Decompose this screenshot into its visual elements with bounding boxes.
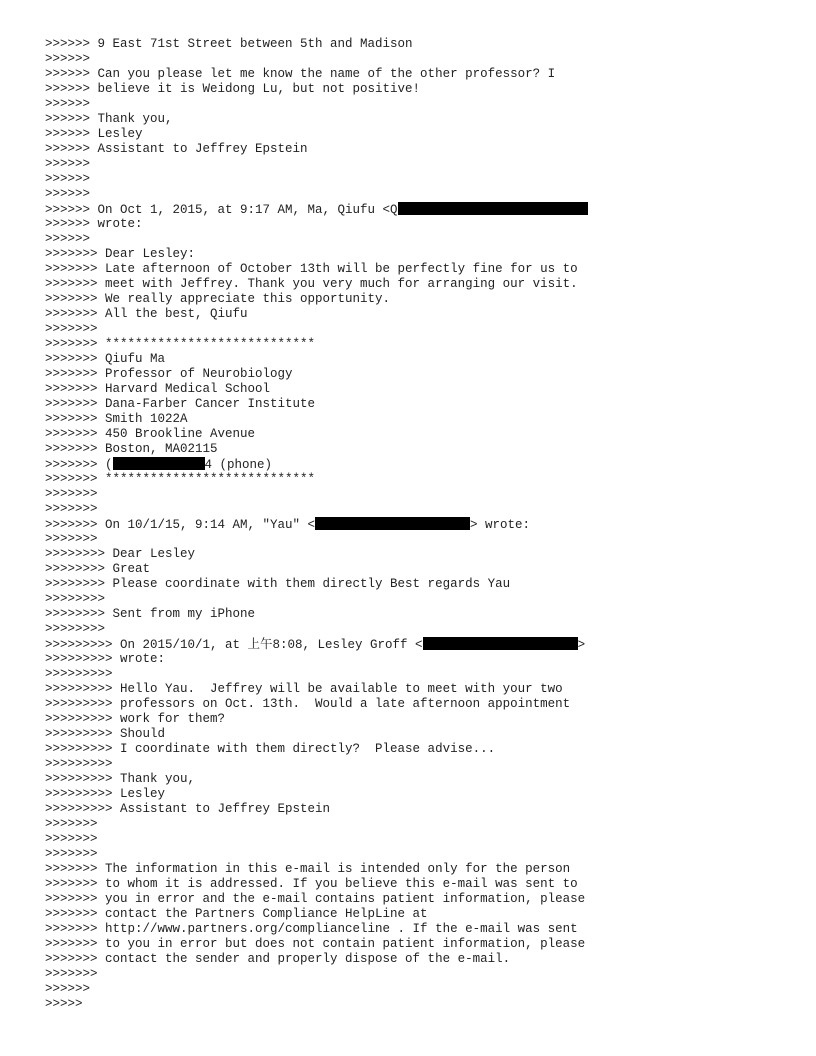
text-line: >>>>>>> Professor of Neurobiology [45, 367, 293, 381]
text-line: >>>>>>>> Sent from my iPhone [45, 607, 256, 621]
redaction-block [113, 457, 205, 470]
quoted-header-line [45, 202, 785, 217]
text-line: >>>>>>> [45, 532, 98, 546]
text-line: >>>>>>> 450 Brookline Avenue [45, 427, 256, 441]
text-line: >>>>>> [45, 172, 91, 186]
text-line: >>>>>>> [45, 487, 98, 501]
header-text: >>>>>> On Oct 1, 2015, at 9:17 AM, Ma, Qiufu <Q [45, 203, 398, 217]
text-line: >>>>>>>>> Assistant to Jeffrey Epstein [45, 802, 331, 816]
text-line: >>>>>> Thank you, [45, 112, 173, 126]
text-line: >>>>>>> [45, 322, 98, 336]
header-text: >>>>>>>>> On 2015/10/1, at 上午8:08, Lesley Groff < [45, 638, 423, 652]
text-line: >>>>>> 9 East 71st Street between 5th and Madison [45, 37, 413, 51]
text-line: >>>>>>> **************************** [45, 337, 316, 351]
redaction-block [423, 637, 578, 650]
text-line: >>>>>>> meet with Jeffrey. Thank you very much for arranging our visit. [45, 277, 578, 291]
text-line: >>>>>>> [45, 817, 98, 831]
text-line: >>>>>> Can you please let me know the name of the other professor? I [45, 67, 556, 81]
text-line: >>>>>>>>> Hello Yau. Jeffrey will be available to meet with your two [45, 682, 563, 696]
text-line: >>>>>>> contact the sender and properly dispose of the e-mail. [45, 952, 511, 966]
text-line: >>>>>>>>> [45, 757, 113, 771]
text-line: >>>>>> [45, 52, 91, 66]
email-thread [45, 37, 785, 1012]
text-line: >>>>>> [45, 97, 91, 111]
text-line: >>>>>>> [45, 847, 98, 861]
phone-suffix: 4 (phone) [204, 458, 273, 472]
text-line: >>>>>>> contact the Partners Compliance HelpLine at [45, 907, 428, 921]
phone-line [45, 457, 785, 472]
header-text: >>>>>>> On 10/1/15, 9:14 AM, "Yau" < [45, 518, 316, 532]
text-line: >>>>>>>> Dear Lesley [45, 547, 196, 561]
text-line: >>>>>> [45, 982, 91, 996]
text-line: >>>>>>>>> Lesley [45, 787, 166, 801]
text-line: >>>>>>>>> Thank you, [45, 772, 196, 786]
text-line: >>>>>>>>> [45, 667, 113, 681]
text-line: >>>>>>>>> wrote: [45, 652, 166, 666]
text-line: >>>>>>> to whom it is addressed. If you believe this e-mail was sent to [45, 877, 578, 891]
text-line: >>>>>>> Boston, MA02115 [45, 442, 218, 456]
text-line: >>>>>>> Harvard Medical School [45, 382, 271, 396]
text-line: >>>>>> believe it is Weidong Lu, but not positive! [45, 82, 421, 96]
text-line: >>>>>>> to you in error but does not contain patient information, please [45, 937, 586, 951]
text-line: >>>>>>> Dana-Farber Cancer Institute [45, 397, 316, 411]
text-line: >>>>>>> **************************** [45, 472, 316, 486]
text-line: >>>>>>> Smith 1022A [45, 412, 188, 426]
text-line: >>>>>>>>> work for them? [45, 712, 226, 726]
phone-prefix: >>>>>>> ( [45, 458, 113, 472]
text-line: >>>>>>> [45, 502, 98, 516]
text-line: >>>>>>> We really appreciate this opportunity. [45, 292, 391, 306]
redaction-block [315, 517, 470, 530]
text-line: >>>>>>> Qiufu Ma [45, 352, 166, 366]
redaction-block [398, 202, 588, 215]
header-suffix: > wrote: [470, 518, 531, 532]
text-line: >>>>>>>> [45, 592, 106, 606]
text-line: >>>>>>>>> professors on Oct. 13th. Would a late afternoon appointment [45, 697, 571, 711]
text-line: >>>>>> wrote: [45, 217, 143, 231]
text-line: >>>>>>> All the best, Qiufu [45, 307, 248, 321]
text-line: >>>>>>> Dear Lesley: [45, 247, 196, 261]
text-line: >>>>>>>> [45, 622, 106, 636]
text-line: >>>>>>> The information in this e-mail is intended only for the person [45, 862, 571, 876]
text-line: >>>>>>> [45, 832, 98, 846]
text-line: >>>>>> Lesley [45, 127, 143, 141]
text-line: >>>>>>>> Please coordinate with them directly Best regards Yau [45, 577, 511, 591]
text-line: >>>>>>>> Great [45, 562, 151, 576]
header-suffix: > [577, 638, 586, 652]
text-line: >>>>>> [45, 187, 91, 201]
text-line: >>>>>>> http://www.partners.org/complianceline . If the e-mail was sent [45, 922, 578, 936]
text-line: >>>>>>> you in error and the e-mail contains patient information, please [45, 892, 586, 906]
text-line: >>>>>> Assistant to Jeffrey Epstein [45, 142, 308, 156]
text-line: >>>>>>>>> I coordinate with them directly? Please advise... [45, 742, 496, 756]
text-line: >>>>>>>>> Should [45, 727, 166, 741]
text-line: >>>>> [45, 997, 83, 1011]
text-line: >>>>>> [45, 157, 91, 171]
quoted-header-line [45, 517, 785, 532]
text-line: >>>>>>> [45, 967, 98, 981]
quoted-header-line [45, 637, 785, 652]
text-line: >>>>>> [45, 232, 91, 246]
text-line: >>>>>>> Late afternoon of October 13th will be perfectly fine for us to [45, 262, 578, 276]
